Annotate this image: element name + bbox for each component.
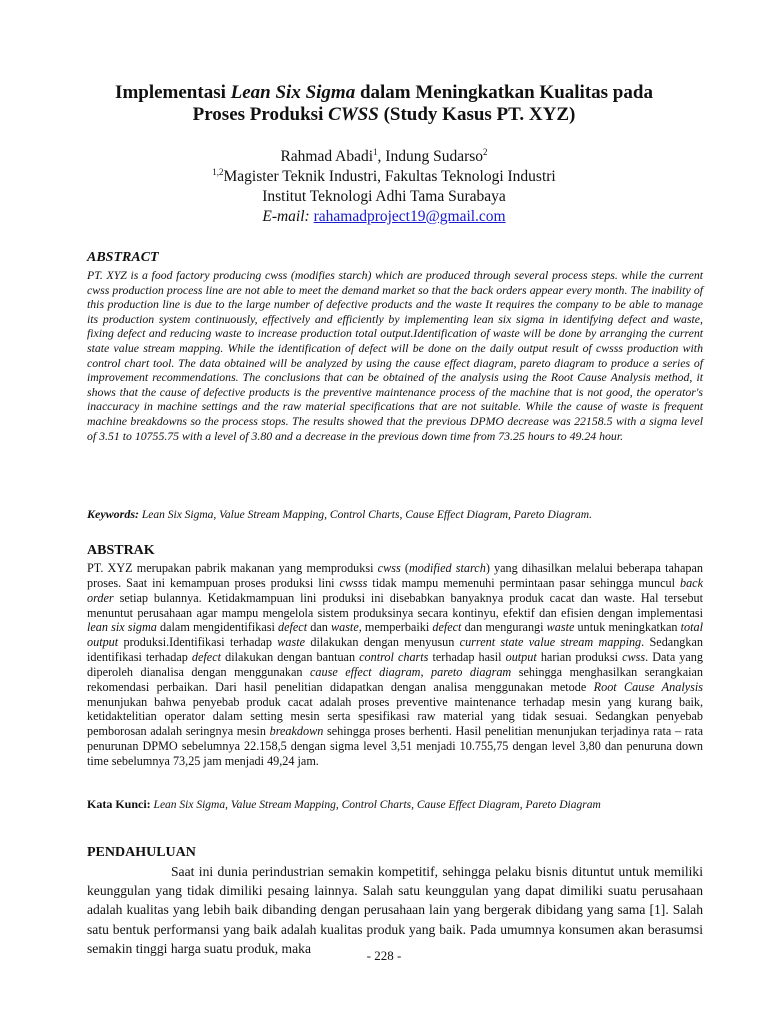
email-link[interactable]: rahamadproject19@gmail.com [313,208,506,225]
author-block [70,147,698,227]
abstract-text: PT. XYZ is a food factory producing cwss (modifies starch) which are produced through several process steps. while the current cwss production process line are not able to meet the demand market so that the back orders appear every month. The inability of this production line is due to the large number of defective products and the waste It requires the company to be able to manage its production system continuously, effectively and efficiently by implementing lean six sigma in identifying defect and waste, fixing defect and reducing waste to increase production total output.Identification of waste will be done by arranging the current state value stream mapping. While the identification of defect will be done on the daily output result of cwsss production with control chart tool. The data obtained will be analyzed by using the cause effect diagram, pareto diagram to produce a series of improvement recommendations. The conclusions that can be obtained of the analysis using the Root Cause Analysis method, it shows that the cause of defective products is the preventive maintenance process of the machine that is not good, the operator's inaccuracy in machine settings and the raw material specifications that are not suitable. While the cause of waste is frequent machine breakdowns so the process stops. The results showed that the previous DPMO decrease was 22158.5 with a sigma level of 3.51 to 10755.75 with a level of 3.80 and a decrease in the previous down time from 73.25 hours to 49.24 hour. [87,268,703,443]
abstrak-heading: ABSTRAK [87,543,155,558]
affiliation-line-2: Institut Teknologi Adhi Tama Surabaya [262,188,506,205]
paper-title: Implementasi Lean Six Sigma dalam Meningkatkan Kualitas pada Proses Produksi CWSS (Study Kasus PT. XYZ) [115,82,653,125]
affiliation-line-1: $^{1,2}$Magister Teknik Industri, Fakultas Teknologi Industri [212,167,556,185]
abstrak-text: PT. XYZ merupakan pabrik makanan yang memproduksi cwss (modified starch) yang dihasilkan melalui beberapa tahapan proses. Saat ini kemampuan proses produksi lini cwsss tidak mampu memenuhi permintaan pasar sehingga muncul back order setiap bulannya. Ketidakmampuan lini produksi ini disebabkan banyaknya produk cacat dan waste. Hal tersebut menuntut perusahaan agar mampu mengelola sistem produksinya secara kontinyu, efektif dan efisien dengan implementasi lean six sigma dalam mengidentifikasi defect dan waste, memperbaiki defect dan mengurangi waste untuk meningkatkan total output produksi.Identifikasi terhadap waste dilakukan dengan menyusun current state value stream mapping. Sedangkan identifikasi terhadap defect dilakukan dengan bantuan control charts terhadap hasil output harian produksi cwss. Data yang diperoleh dianalisa dengan menggunakan cause effect diagram, pareto diagram sehingga menghasilkan serangkaian rekomendasi perbaikan. Dari hasil penelitian didapatkan dengan analisa menggunakan metode Root Cause Analysis menunjukan bahwa penyebab produk cacat adalah proses preventive maintenance terhadap mesin yang kurang baik, ketidaktelitian operator dalam setting mesin serta spesifikasi raw material yang tidak sesuai. Sedangkan penyebab pemborosan adalah seringnya mesin breakdown sehingga proses berhenti. Hasil penelitian menunjukan terjadinya rata – rata penurunan DPMO sebelumnya 22.158,5 dengan sigma level 3,51 menjadi 10.755,75 dengan level 3,80 dan penuruna down time sebelumnya 73,25 jam menjadi 49,24 jam. [87,561,703,768]
abstract-heading: ABSTRACT [87,250,159,265]
keywords-id: Kata Kunci: Lean Six Sigma, Value Stream Mapping, Control Charts, Cause Effect Diagram, Pareto Diagram [87,797,601,811]
keywords-en: Keywords: Lean Six Sigma, Value Stream Mapping, Control Charts, Cause Effect Diagram, Pareto Diagram. [87,507,592,521]
pendahuluan-heading: PENDAHULUAN [87,845,196,860]
page-number: - 228 - [366,948,402,963]
email-line: E-mail: rahamadproject19@gmail.com [262,208,506,225]
pendahuluan-text: Saat ini dunia perindustrian semakin kompetitif, sehingga pelaku bisnis dituntut untuk memiliki keunggulan yang tidak dimiliki pesaing lainnya. Salah satu keunggulan yang dapat dimiliki suatu perusahaan adalah kualitas yang lebih baik dibanding dengan perusahaan lain yang bergerak dibidang yang sama [1]. Salah satu bentuk performansi yang baik adalah kualitas produk yang baik. Pada umumnya konsumen akan berasumsi semakin tinggi harga suatu produk, maka [87,864,703,956]
author-names: Rahmad Abadi$^1$, Indung Sudarso$^2$ [280,147,488,165]
